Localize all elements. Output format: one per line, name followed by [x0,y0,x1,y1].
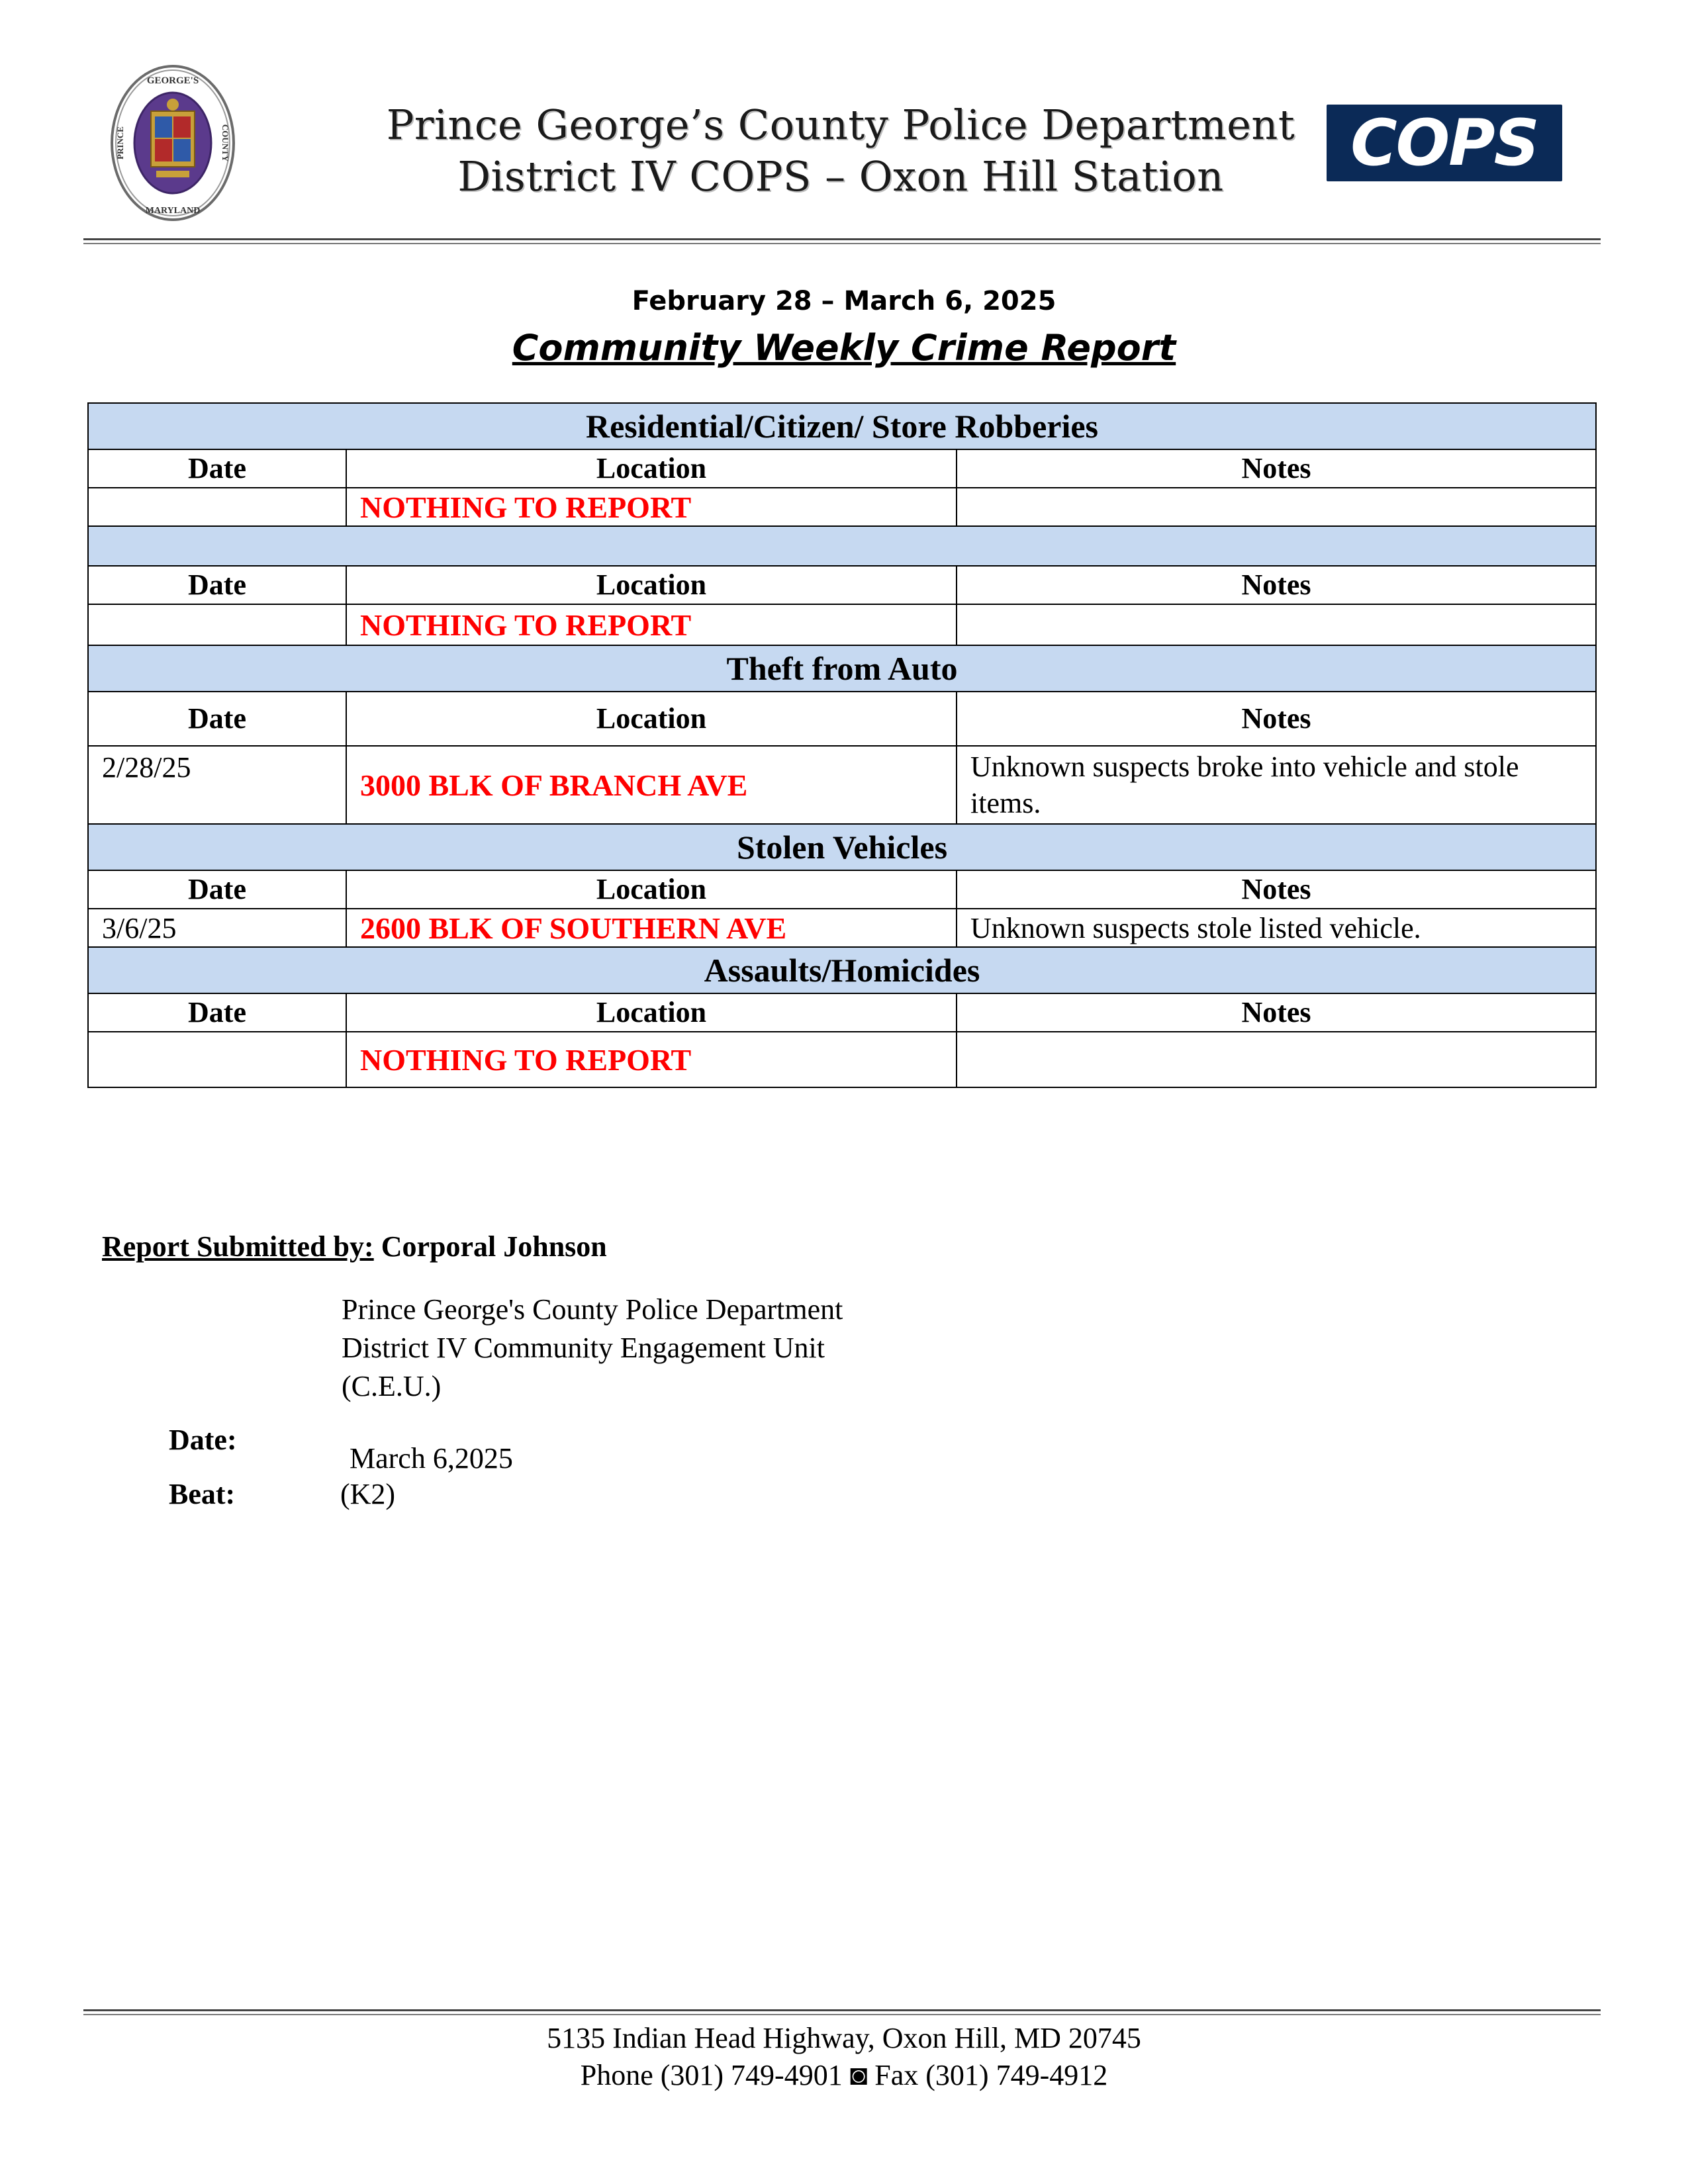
date-label: Date: [169,1424,237,1456]
row-notes: Unknown suspects stole listed vehicle. [957,909,1596,947]
column-header-date: Date [88,566,346,604]
crime-report-table [87,402,1597,1088]
column-header-date: Date [88,692,346,746]
row-notes [957,604,1596,645]
column-header-date: Date [88,449,346,488]
column-header-row [88,993,1596,1032]
county-seal-logo [110,64,236,222]
row-location: 2600 BLK OF SOUTHERN AVE [346,909,957,947]
footer-divider [83,2009,1601,2011]
column-header-row [88,692,1596,746]
beat-value: (K2) [340,1478,396,1510]
table-row [88,1032,1596,1087]
header-divider [83,238,1601,240]
header-divider-thin [83,243,1601,244]
seal-text-top: GEORGE'S [146,75,199,86]
column-header-date: Date [88,870,346,909]
section-header-stolen-vehicles [88,824,1596,870]
column-header-location: Location [346,449,957,488]
column-header-notes: Notes [957,692,1596,746]
column-header-notes: Notes [957,870,1596,909]
beat-label: Beat: [169,1478,236,1510]
footer-divider-thin [83,2014,1601,2015]
column-header-row [88,449,1596,488]
row-notes [957,1032,1596,1087]
footer-contact: Phone (301) 749-4901 ◙ Fax (301) 749-4912 [580,2059,1108,2091]
row-date: 3/6/25 [88,909,346,947]
report-title: Community Weekly Crime Report [512,327,1176,369]
column-header-notes: Notes [957,566,1596,604]
section-title [88,526,1596,566]
column-header-location: Location [346,692,957,746]
section-title: Assaults/Homicides [88,947,1596,993]
column-header-row [88,870,1596,909]
report-submitted-by [102,1230,607,1263]
row-notes [957,488,1596,526]
row-date: 2/28/25 [88,746,346,824]
section-header-theft-from-auto [88,645,1596,692]
column-header-location: Location [346,993,957,1032]
column-header-notes: Notes [957,449,1596,488]
column-header-date: Date [88,993,346,1032]
section-title: Stolen Vehicles [88,824,1596,870]
submitted-by-label: Report Submitted by: [102,1230,374,1263]
row-date [88,604,346,645]
seal-text-bottom: MARYLAND [145,206,201,216]
column-header-row [88,566,1596,604]
table-row [88,488,1596,526]
column-header-location: Location [346,870,957,909]
department-address-line2: District IV Community Engagement Unit [342,1332,825,1364]
station-name: District IV COPS – Oxon Hill Station [457,152,1224,201]
row-location: 3000 BLK OF BRANCH AVE [346,746,957,824]
department-address-line3: (C.E.U.) [342,1370,442,1402]
row-location: NOTHING TO REPORT [346,604,957,645]
table-row [88,746,1596,824]
submitted-by-name: Corporal Johnson [381,1230,607,1263]
seal-text-left: PRINCE [115,126,125,159]
column-header-location: Location [346,566,957,604]
section-header-blank [88,526,1596,566]
row-location: NOTHING TO REPORT [346,488,957,526]
column-header-notes: Notes [957,993,1596,1032]
section-title: Theft from Auto [88,645,1596,692]
department-name: Prince George’s County Police Department [386,101,1295,149]
seal-text-right: COUNTY [220,124,230,162]
footer-address: 5135 Indian Head Highway, Oxon Hill, MD 20745 [547,2022,1141,2054]
row-notes: Unknown suspects broke into vehicle and stole items. [957,746,1596,824]
cops-logo [1327,105,1562,181]
table-row [88,909,1596,947]
table-row [88,604,1596,645]
report-date-range: February 28 – March 6, 2025 [632,286,1056,316]
row-date [88,488,346,526]
row-location: NOTHING TO REPORT [346,1032,957,1087]
section-title: Residential/Citizen/ Store Robberies [88,403,1596,449]
section-header-robberies [88,403,1596,449]
section-header-assaults-homicides [88,947,1596,993]
row-date [88,1032,346,1087]
date-value: March 6,2025 [350,1442,513,1475]
department-address-line1: Prince George's County Police Department [342,1293,843,1326]
cops-logo-text: COPS [1350,106,1538,180]
